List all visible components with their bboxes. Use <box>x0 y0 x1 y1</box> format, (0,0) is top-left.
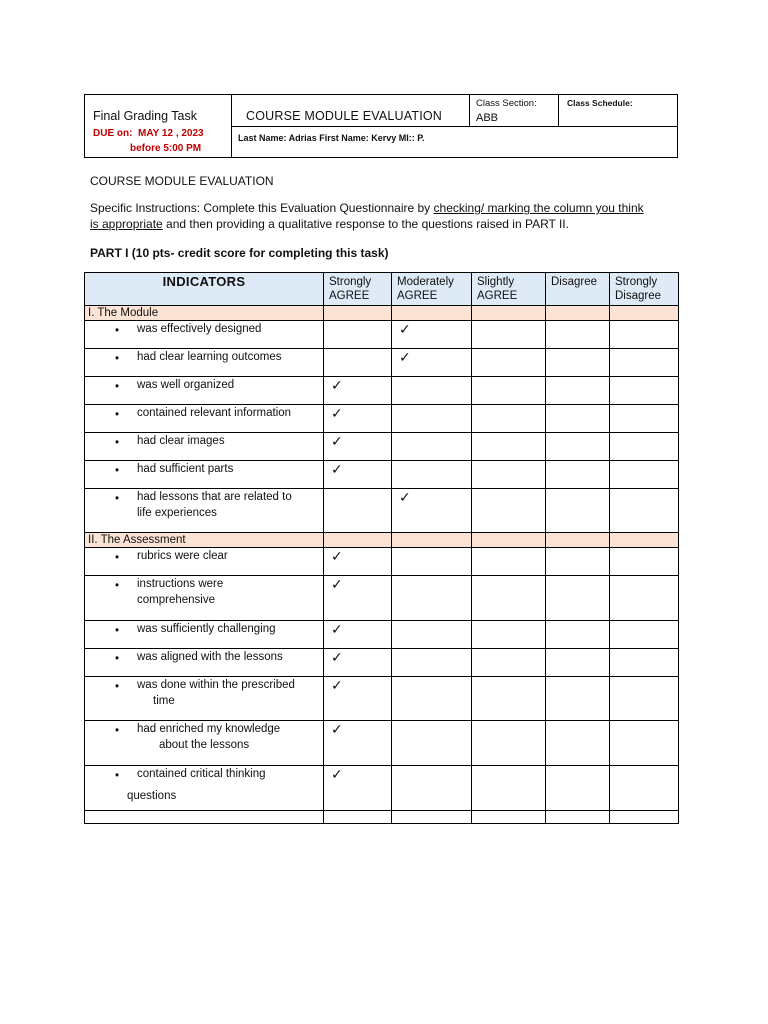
task-cell <box>85 95 232 158</box>
bullet-icon: • <box>115 493 120 505</box>
check-mark-icon: ✓ <box>399 490 411 506</box>
rating-cell[interactable] <box>610 766 679 811</box>
empty-cell <box>546 811 610 824</box>
rating-cell[interactable] <box>472 377 546 405</box>
rating-cell[interactable] <box>546 576 610 621</box>
bullet-icon: • <box>115 437 120 449</box>
col-header-slightly-agree: Slightly AGREE <box>472 273 546 306</box>
instructions: Specific Instructions: Complete this Evaluation Questionnaire by checking/ marking the column you think is appropriate and then providing a qualitative response to the questions raised in PART II. <box>90 201 644 231</box>
rating-cell[interactable] <box>324 321 392 349</box>
class-section-cell <box>470 95 559 127</box>
bullet-icon: • <box>115 381 120 393</box>
rating-cell[interactable] <box>392 677 472 721</box>
indicator-text: had enriched my knowledge about the lessons <box>137 723 281 751</box>
rating-cell[interactable] <box>392 433 472 461</box>
rating-cell[interactable] <box>324 548 392 576</box>
rating-cell[interactable] <box>472 576 546 621</box>
table-row <box>85 349 679 377</box>
rating-cell[interactable] <box>546 377 610 405</box>
class-schedule-label: Class Schedule: <box>567 98 633 108</box>
table-row <box>85 377 679 405</box>
rating-cell[interactable] <box>324 461 392 489</box>
rating-cell[interactable] <box>610 649 679 677</box>
indicator-cell <box>85 321 324 349</box>
rating-cell[interactable] <box>610 433 679 461</box>
section-cell <box>546 306 610 321</box>
rating-cell[interactable] <box>324 621 392 649</box>
rating-cell[interactable] <box>610 321 679 349</box>
bullet-icon: • <box>115 409 120 421</box>
due-line: DUE on: MAY 12 , 2023 <box>93 128 204 139</box>
check-mark-icon: ✓ <box>331 434 343 450</box>
names-cell <box>232 127 678 158</box>
rating-cell[interactable] <box>324 377 392 405</box>
bullet-icon: • <box>115 653 120 665</box>
indicator-text: rubrics were clear <box>137 550 228 562</box>
empty-cell <box>324 811 392 824</box>
table-row <box>85 621 679 649</box>
indicator-cell <box>85 433 324 461</box>
indicator-text: was sufficiently challenging <box>137 623 276 635</box>
section-title: II. The Assessment <box>85 533 324 548</box>
rating-cell[interactable] <box>546 621 610 649</box>
section-cell <box>392 533 472 548</box>
rating-cell[interactable] <box>392 576 472 621</box>
rating-cell[interactable] <box>546 548 610 576</box>
rating-cell[interactable] <box>324 576 392 621</box>
indicator-cell <box>85 349 324 377</box>
table-row <box>85 766 679 811</box>
indicator-text: had lessons that are related to life experiences <box>137 491 292 519</box>
indicator-cell <box>85 576 324 621</box>
rating-cell[interactable] <box>472 349 546 377</box>
table-row <box>85 321 679 349</box>
section-cell <box>610 306 679 321</box>
rating-cell[interactable] <box>324 489 392 533</box>
indicator-text: contained critical thinking questions <box>127 768 266 802</box>
rating-cell[interactable] <box>392 766 472 811</box>
table-row <box>85 721 679 766</box>
rating-cell[interactable] <box>472 461 546 489</box>
rating-cell[interactable] <box>546 321 610 349</box>
table-row <box>85 405 679 433</box>
table-row <box>85 461 679 489</box>
section-cell <box>472 306 546 321</box>
section-title: I. The Module <box>85 306 324 321</box>
col-header-disagree: Disagree <box>546 273 610 306</box>
rating-cell[interactable] <box>546 766 610 811</box>
bullet-icon: • <box>115 465 120 477</box>
rating-cell[interactable] <box>546 677 610 721</box>
check-mark-icon: ✓ <box>399 350 411 366</box>
rating-cell[interactable] <box>546 433 610 461</box>
indicator-text: was well organized <box>137 379 235 391</box>
check-mark-icon: ✓ <box>331 650 343 666</box>
rating-cell[interactable] <box>392 377 472 405</box>
evaluation-table <box>84 272 679 824</box>
rating-cell[interactable] <box>472 321 546 349</box>
indicator-cell <box>85 548 324 576</box>
instructions-emphasis-2: is appropriate <box>90 217 163 231</box>
class-section-value: ABB <box>476 112 499 124</box>
bullet-icon: • <box>115 770 120 782</box>
rating-cell[interactable] <box>324 677 392 721</box>
indicator-cell <box>85 377 324 405</box>
rating-cell[interactable] <box>610 377 679 405</box>
bullet-icon: • <box>115 325 120 337</box>
check-mark-icon: ✓ <box>331 622 343 638</box>
rating-cell[interactable] <box>392 621 472 649</box>
table-row <box>85 433 679 461</box>
section-cell <box>392 306 472 321</box>
rating-cell[interactable] <box>472 433 546 461</box>
bullet-icon: • <box>115 625 120 637</box>
class-schedule-cell <box>559 95 678 127</box>
rating-cell[interactable] <box>472 721 546 766</box>
rating-cell[interactable] <box>392 405 472 433</box>
section-row <box>85 306 679 321</box>
rating-cell[interactable] <box>324 349 392 377</box>
rating-cell[interactable] <box>472 621 546 649</box>
section-row <box>85 533 679 548</box>
rating-cell[interactable] <box>610 721 679 766</box>
rating-cell[interactable] <box>472 766 546 811</box>
rating-cell[interactable] <box>392 649 472 677</box>
rating-cell[interactable] <box>610 677 679 721</box>
rating-cell[interactable] <box>610 548 679 576</box>
table-row <box>85 576 679 621</box>
form-title-cell <box>232 95 470 127</box>
rating-cell[interactable] <box>610 621 679 649</box>
col-header-strongly-disagree: Strongly Disagree <box>610 273 679 306</box>
rating-cell[interactable] <box>324 433 392 461</box>
indicator-cell <box>85 621 324 649</box>
table-row <box>85 489 679 533</box>
rating-cell[interactable] <box>546 721 610 766</box>
empty-cell <box>85 811 324 824</box>
check-mark-icon: ✓ <box>331 767 343 783</box>
check-mark-icon: ✓ <box>331 378 343 394</box>
col-header-moderately-agree: Moderately AGREE <box>392 273 472 306</box>
table-header-row <box>85 273 679 306</box>
rating-cell[interactable] <box>324 405 392 433</box>
indicator-cell <box>85 489 324 533</box>
check-mark-icon: ✓ <box>331 722 343 738</box>
rating-cell[interactable] <box>472 677 546 721</box>
indicator-text: was effectively designed <box>137 323 262 335</box>
col-header-strongly-agree: Strongly AGREE <box>324 273 392 306</box>
check-mark-icon: ✓ <box>331 577 343 593</box>
rating-cell[interactable] <box>546 649 610 677</box>
rating-cell[interactable] <box>472 405 546 433</box>
part1-heading: PART I (10 pts- credit score for completing this task) <box>90 246 389 260</box>
indicator-text: had sufficient parts <box>137 463 234 475</box>
rating-cell[interactable] <box>610 461 679 489</box>
rating-cell[interactable] <box>546 461 610 489</box>
section-cell <box>472 533 546 548</box>
class-section-label: Class Section: <box>476 98 537 109</box>
indicator-cell <box>85 721 324 766</box>
rating-cell[interactable] <box>472 548 546 576</box>
bullet-icon: • <box>115 552 120 564</box>
empty-cell <box>610 811 679 824</box>
rating-cell[interactable] <box>472 649 546 677</box>
rating-cell[interactable] <box>546 405 610 433</box>
section-cell <box>324 533 392 548</box>
indicator-text: was aligned with the lessons <box>137 651 283 663</box>
rating-cell[interactable] <box>392 489 472 533</box>
indicator-cell <box>85 405 324 433</box>
empty-cell <box>472 811 546 824</box>
rating-cell[interactable] <box>472 489 546 533</box>
empty-row <box>85 811 679 824</box>
check-mark-icon: ✓ <box>399 322 411 338</box>
task-title: Final Grading Task <box>93 109 197 123</box>
bullet-icon: • <box>115 725 120 737</box>
indicator-cell <box>85 461 324 489</box>
indicator-text: had clear learning outcomes <box>137 351 282 363</box>
rating-cell[interactable] <box>610 489 679 533</box>
check-mark-icon: ✓ <box>331 678 343 694</box>
instructions-emphasis: checking/ marking the column you think <box>433 201 644 215</box>
table-row <box>85 677 679 721</box>
names-line: Last Name: Adrias First Name: Kervy MI:: P. <box>238 133 425 143</box>
header-table <box>84 94 678 158</box>
table-body <box>85 306 679 824</box>
check-mark-icon: ✓ <box>331 549 343 565</box>
section-cell <box>610 533 679 548</box>
indicator-text: contained relevant information <box>137 407 292 419</box>
rating-cell[interactable] <box>392 461 472 489</box>
check-mark-icon: ✓ <box>331 462 343 478</box>
bullet-icon: • <box>115 580 120 592</box>
indicator-text: had clear images <box>137 435 225 447</box>
section-cell <box>324 306 392 321</box>
rating-cell[interactable] <box>610 576 679 621</box>
due-time: before 5:00 PM <box>130 143 202 154</box>
rating-cell[interactable] <box>392 548 472 576</box>
section-heading: COURSE MODULE EVALUATION <box>90 174 274 188</box>
rating-cell[interactable] <box>546 489 610 533</box>
rating-cell[interactable] <box>324 649 392 677</box>
check-mark-icon: ✓ <box>331 406 343 422</box>
indicator-text: instructions were comprehensive <box>137 578 224 606</box>
section-cell <box>546 533 610 548</box>
bullet-icon: • <box>115 681 120 693</box>
rating-cell[interactable] <box>392 721 472 766</box>
rating-cell[interactable] <box>546 349 610 377</box>
rating-cell[interactable] <box>392 349 472 377</box>
indicator-cell <box>85 649 324 677</box>
indicator-cell <box>85 766 324 811</box>
rating-cell[interactable] <box>324 721 392 766</box>
indicator-cell <box>85 677 324 721</box>
col-header-indicators: INDICATORS <box>85 273 324 306</box>
table-row <box>85 548 679 576</box>
rating-cell[interactable] <box>610 405 679 433</box>
bullet-icon: • <box>115 353 120 365</box>
indicator-text: was done within the prescribed time <box>137 679 295 707</box>
empty-cell <box>392 811 472 824</box>
rating-cell[interactable] <box>324 766 392 811</box>
form-title: COURSE MODULE EVALUATION <box>246 109 443 123</box>
table-row <box>85 649 679 677</box>
rating-cell[interactable] <box>392 321 472 349</box>
rating-cell[interactable] <box>610 349 679 377</box>
